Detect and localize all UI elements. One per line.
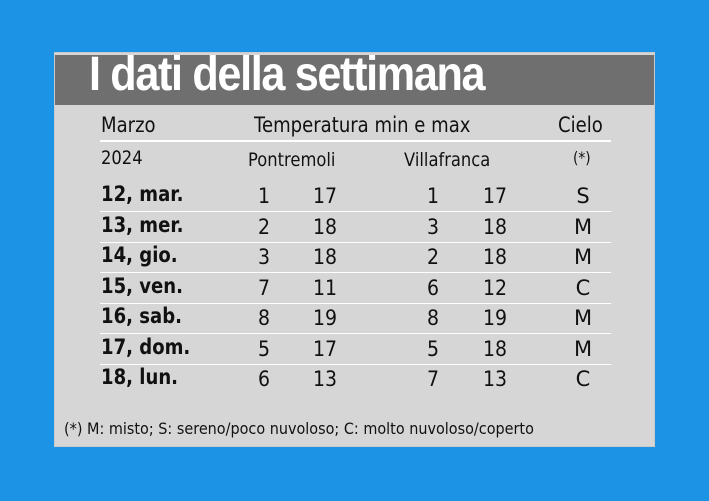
villafranca-max: 17: [483, 184, 508, 208]
sky-condition: M: [573, 215, 593, 239]
pontremoli-min: 7: [258, 276, 271, 300]
page-title: I dati della settimana: [89, 48, 485, 101]
villafranca-max: 18: [483, 245, 508, 269]
villafranca-min: 7: [427, 367, 440, 391]
pontremoli-min: 6: [258, 367, 271, 391]
pontremoli-max: 17: [313, 184, 338, 208]
day-label: 14, gio.: [101, 243, 178, 267]
day-label: 15, ven.: [101, 274, 184, 298]
pontremoli-max: 19: [313, 306, 338, 330]
temperature-header: Temperatura min e max: [254, 113, 471, 137]
pontremoli-min: 2: [258, 215, 271, 239]
day-label: 12, mar.: [101, 182, 184, 206]
sky-condition: S: [576, 184, 590, 208]
row-divider: [100, 211, 611, 212]
month-header: Marzo: [101, 113, 156, 137]
pontremoli-min: 1: [258, 184, 271, 208]
villafranca-min: 6: [427, 276, 440, 300]
sky-footnote-marker: (*): [573, 148, 591, 167]
pontremoli-min: 8: [258, 306, 271, 330]
sky-header: Cielo: [558, 113, 603, 137]
villafranca-max: 13: [483, 367, 508, 391]
city-pontremoli-header: Pontremoli: [248, 149, 336, 171]
row-divider: [100, 272, 611, 273]
villafranca-max: 18: [483, 337, 508, 361]
year-label: 2024: [101, 147, 143, 169]
sky-condition: C: [575, 367, 591, 391]
pontremoli-max: 18: [313, 215, 338, 239]
pontremoli-max: 13: [313, 367, 338, 391]
pontremoli-max: 18: [313, 245, 338, 269]
pontremoli-max: 17: [313, 337, 338, 361]
city-villafranca-header: Villafranca: [404, 149, 491, 171]
villafranca-min: 3: [427, 215, 440, 239]
day-label: 17, dom.: [101, 335, 191, 359]
row-divider: [100, 333, 611, 334]
sky-condition: M: [573, 306, 593, 330]
sky-condition: M: [573, 245, 593, 269]
pontremoli-min: 5: [258, 337, 271, 361]
day-label: 16, sab.: [101, 304, 183, 328]
day-label: 13, mer.: [101, 213, 184, 237]
sky-condition: M: [573, 337, 593, 361]
title-bar: [55, 48, 654, 105]
pontremoli-min: 3: [258, 245, 271, 269]
villafranca-min: 8: [427, 306, 440, 330]
header-divider: [100, 140, 611, 142]
villafranca-max: 19: [483, 306, 508, 330]
villafranca-min: 1: [427, 184, 440, 208]
villafranca-min: 5: [427, 337, 440, 361]
pontremoli-max: 11: [313, 276, 338, 300]
villafranca-max: 18: [483, 215, 508, 239]
villafranca-min: 2: [427, 245, 440, 269]
weather-table-card: [55, 48, 654, 446]
villafranca-max: 12: [483, 276, 508, 300]
sky-condition: C: [575, 276, 591, 300]
footnote: (*) M: misto; S: sereno/poco nuvoloso; C: molto nuvoloso/coperto: [64, 419, 534, 438]
day-label: 18, lun.: [101, 365, 179, 389]
